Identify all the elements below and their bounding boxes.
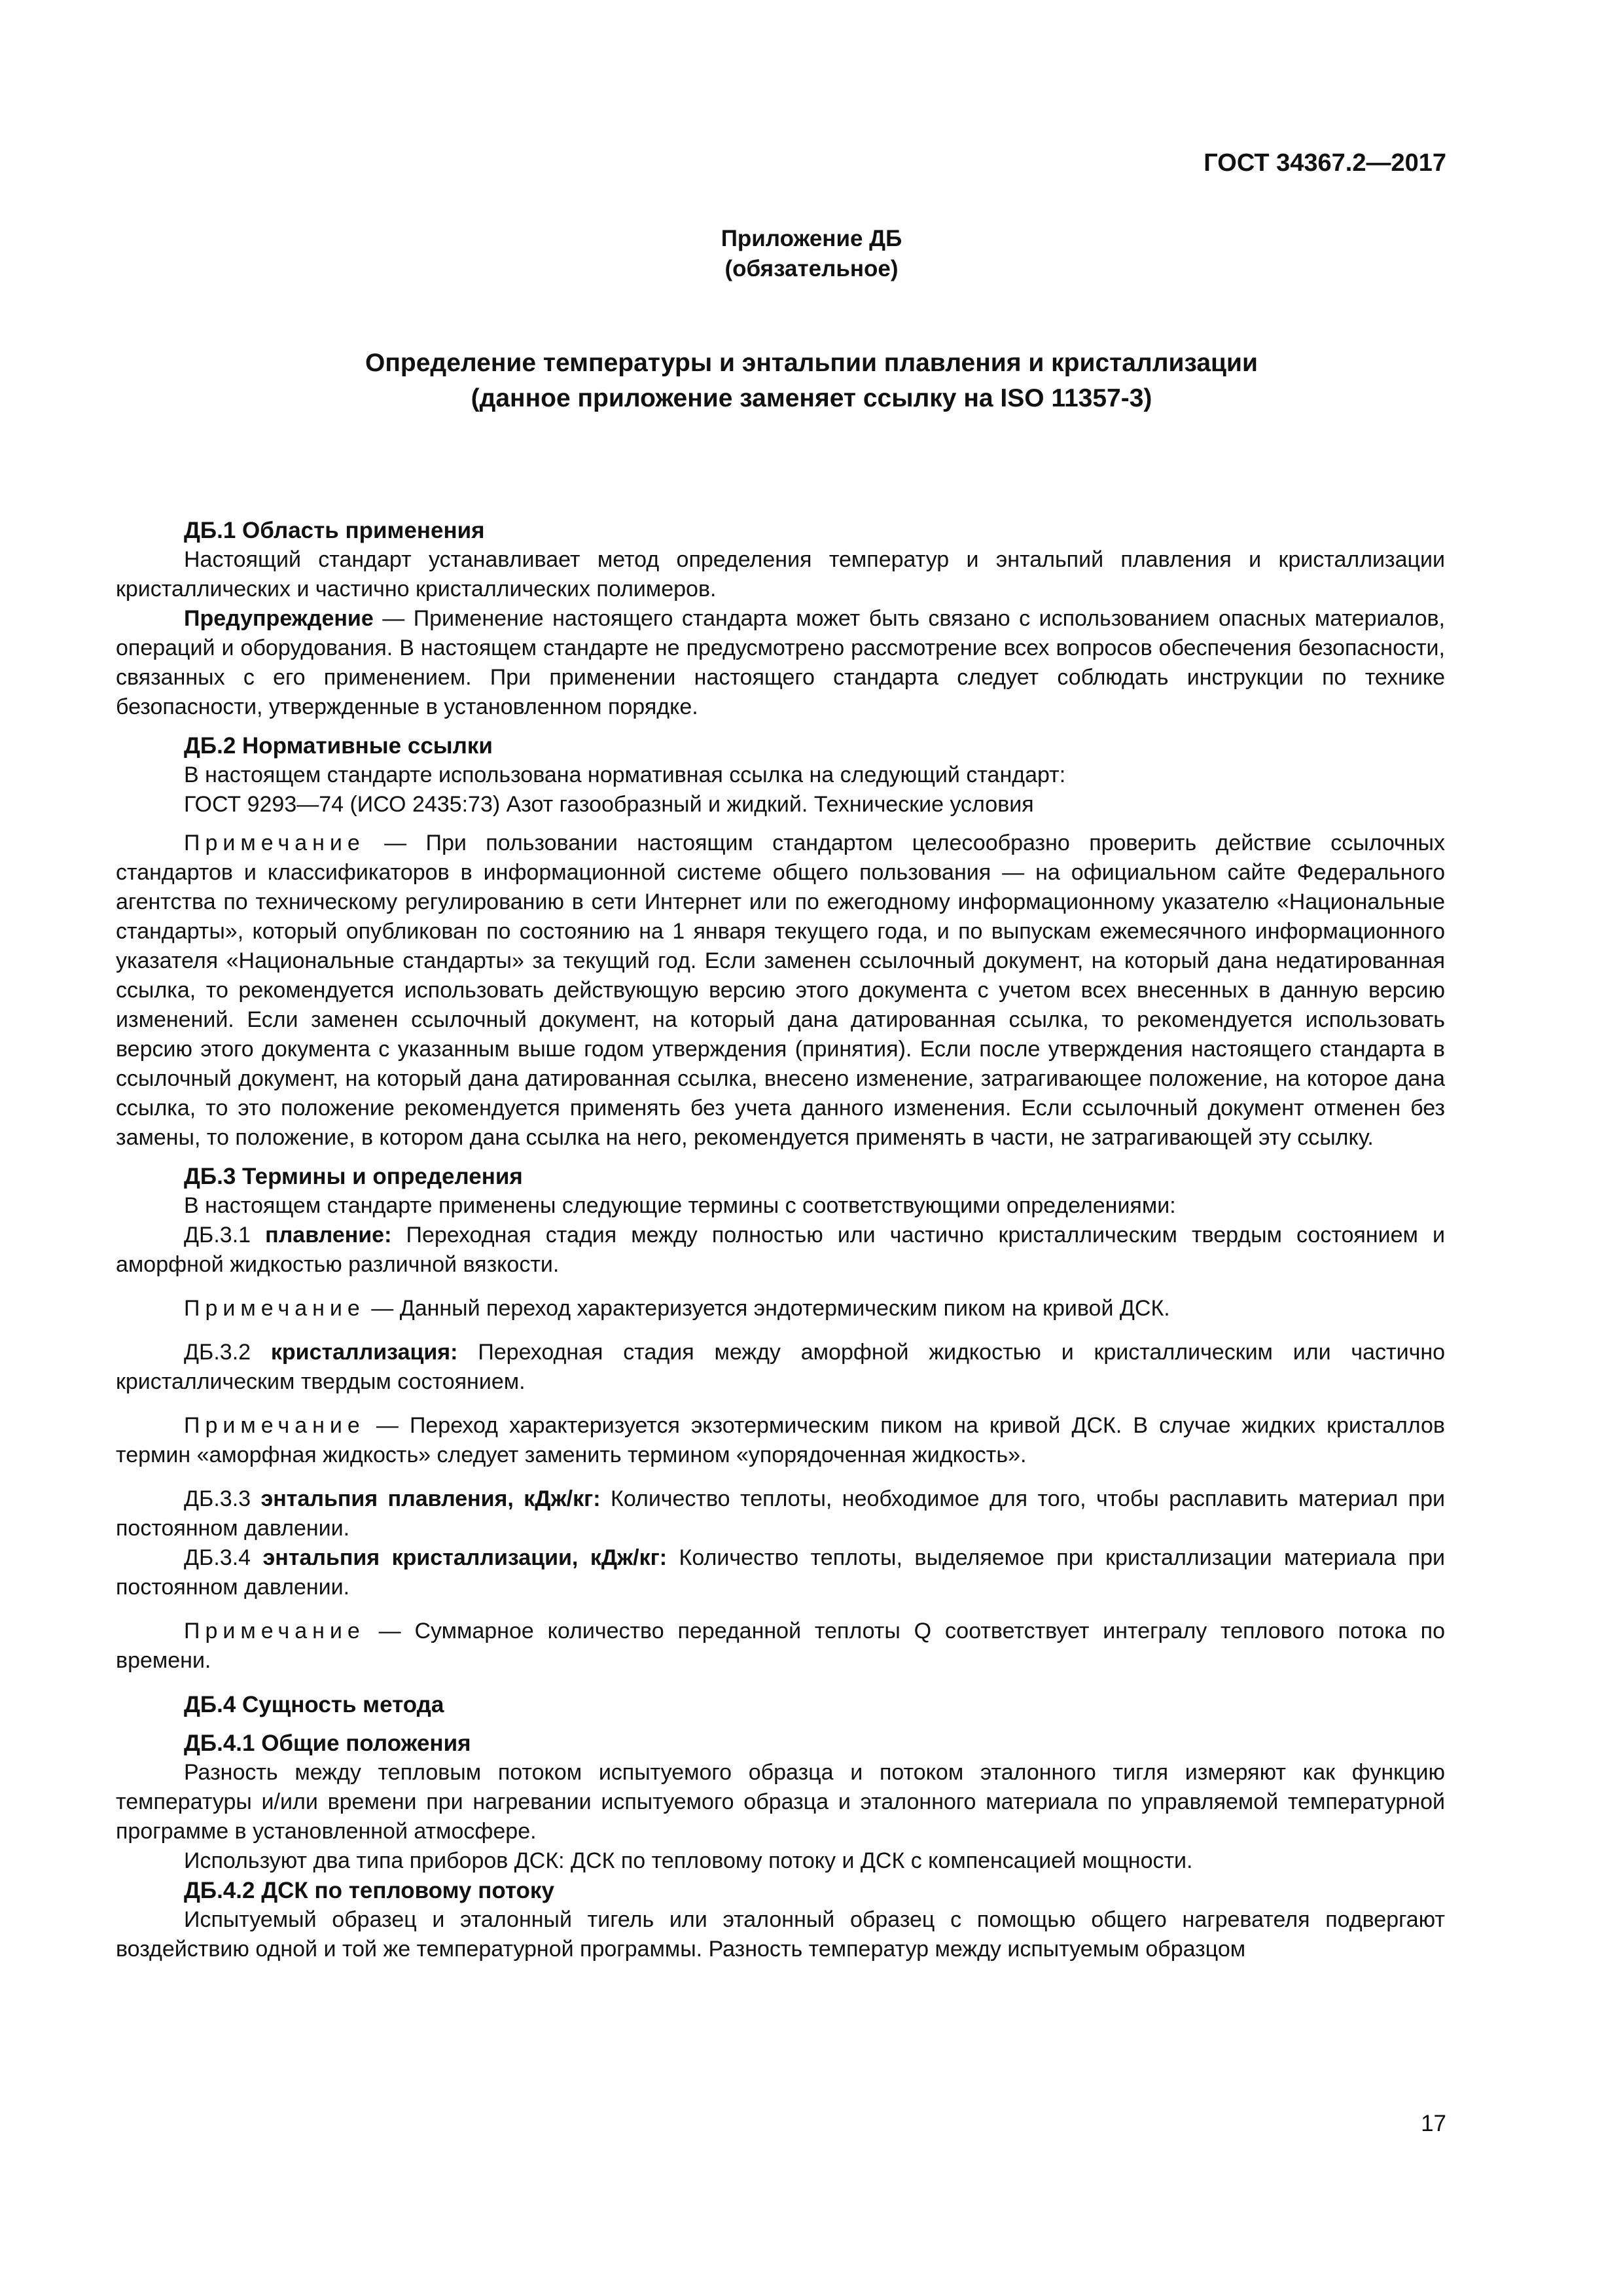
note-label: Примечание <box>184 1619 365 1643</box>
document-body <box>116 516 1445 1964</box>
appendix-title-line-2: (данное приложение заменяет ссылку на ISO 11357-3) <box>471 384 1152 412</box>
note-text: — Переход характеризуется экзотермическим пиком на кривой ДСК. В случае жидких кристаллов термин «аморфная жидкость» следует заменить термином «упорядоченная жидкость». <box>116 1413 1445 1467</box>
page-number: 17 <box>1421 2111 1446 2136</box>
section-heading-2: ДБ.2 Нормативные ссылки <box>184 733 493 759</box>
paragraph: В настоящем стандарте использована нормативная ссылка на следующий стандарт: <box>184 762 1066 787</box>
paragraph: В настоящем стандарте применены следующие термины с соответствующими определениями: <box>184 1193 1176 1218</box>
paragraph: Используют два типа приборов ДСК: ДСК по тепловому потоку и ДСК с компенсацией мощности. <box>184 1848 1193 1873</box>
subsection-heading-4-2: ДБ.4.2 ДСК по тепловому потоку <box>184 1878 554 1903</box>
appendix-status: (обязательное) <box>724 256 899 281</box>
paragraph: Испытуемый образец и эталонный тигель или эталонный образец с помощью общего нагревателя подвергают воздействию одной и той же температурной программы. Разность температур между испытуемым образцом <box>116 1907 1445 1962</box>
paragraph: Настоящий стандарт устанавливает метод определения температур и энтальпий плавления и кристаллизации кристаллических и частично кристаллических полимеров. <box>116 547 1445 601</box>
subsection-heading-4-1: ДБ.4.1 Общие положения <box>184 1731 471 1756</box>
term-number: ДБ.3.1 <box>184 1223 266 1247</box>
term-number: ДБ.3.3 <box>184 1486 261 1511</box>
appendix-title <box>0 346 1623 416</box>
term-definition <box>116 1543 1445 1602</box>
note-label: Примечание <box>184 831 365 855</box>
section-heading-3: ДБ.3 Термины и определения <box>184 1164 523 1189</box>
term-text: Переходная стадия между полностью или частично кристаллическим твердым состоянием и аморфной жидкостью различной вязкости. <box>116 1223 1446 1277</box>
section-heading-1: ДБ.1 Область применения <box>184 518 485 543</box>
note-text: — При пользовании настоящим стандартом целесообразно проверить действие ссылочных стандартов и классификаторов в информационной системе общего пользования — на официальном сайте Федерального агентства по техническому регулированию в сети Интернет или по ежегодному информационному указателю «Национальные стандарты», который опубликован по состоянию на 1 января текущего года, и по выпускам ежемесячного информационного указателя «Национальные стандарты» за текущий год. Если заменен ссылочный документ, на который дана недатированная ссылка, то рекомендуется использовать действующую версию этого документа с учетом всех внесенных в данную версию изменений. Если заменен ссылочный документ, на который дана датированная ссылка, то рекомендуется использовать версию этого документа с указанным выше годом утверждения (принятия). Если после утверждения настоящего стандарта в ссылочный документ, на который дана датированная ссылка, внесено изменение, затрагивающее положение, на которое дана ссылка, то это положение рекомендуется применять без учета данного изменения. Если ссылочный документ отменен без замены, то положение, в котором дана ссылка на него, рекомендуется применять в части, не затрагивающей эту ссылку. <box>116 831 1445 1150</box>
warning-paragraph <box>116 604 1445 722</box>
document-number: ГОСТ 34367.2—2017 <box>1204 149 1446 177</box>
term-text: Количество теплоты, выделяемое при кристаллизации материала при постоянном давлении. <box>116 1545 1445 1600</box>
term-text: Переходная стадия между аморфной жидкостью и кристаллическим или частично кристаллическим твердым состоянием. <box>116 1340 1446 1394</box>
appendix-header <box>0 224 1623 284</box>
section-heading-4: ДБ.4 Сущность метода <box>184 1692 444 1717</box>
note-text: — Данный переход характеризуется эндотермическим пиком на кривой ДСК. <box>365 1296 1170 1321</box>
note-label: Примечание <box>184 1413 365 1438</box>
term-name: энтальпия кристаллизации, кДж/кг: <box>262 1545 668 1570</box>
term-name: кристаллизация: <box>270 1340 458 1365</box>
reference-item: ГОСТ 9293—74 (ИСО 2435:73) Азот газообразный и жидкий. Технические условия <box>184 792 1034 817</box>
term-name: плавление: <box>265 1223 392 1247</box>
warning-text: — Применение настоящего стандарта может быть связано с использованием опасных материалов, операций и оборудования. В настоящем стандарте не предусмотрено рассмотрение всех вопросов обеспечения безопасности, связанных с его применением. При применении настоящего стандарта следует соблюдать инструкции по технике безопасности, утвержденные в установленном порядке. <box>116 606 1445 719</box>
note-paragraph <box>116 1617 1445 1676</box>
note-label: Примечание <box>184 1296 365 1321</box>
term-number: ДБ.3.4 <box>184 1545 263 1570</box>
note-paragraph <box>116 829 1445 1153</box>
warning-label: Предупреждение <box>184 606 374 631</box>
term-definition <box>116 1338 1445 1397</box>
term-name: энтальпия плавления, кДж/кг: <box>260 1486 601 1511</box>
appendix-title-line-1: Определение температуры и энтальпии плавления и кристаллизации <box>365 349 1258 377</box>
term-definition <box>116 1221 1445 1280</box>
term-definition <box>116 1484 1445 1543</box>
note-paragraph <box>116 1294 1445 1323</box>
note-text: — Суммарное количество переданной теплоты Q соответствует интегралу теплового потока по времени. <box>116 1619 1445 1673</box>
paragraph: Разность между тепловым потоком испытуемого образца и потоком эталонного тигля измеряют как функцию температуры и/или времени при нагревании испытуемого образца и эталонного материала по управляемой температурной программе в установленной атмосфере. <box>116 1760 1445 1844</box>
appendix-label: Приложение ДБ <box>721 226 902 251</box>
term-text: Количество теплоты, необходимое для того, чтобы расплавить материал при постоянном давлении. <box>116 1486 1445 1541</box>
note-paragraph <box>116 1411 1445 1470</box>
term-number: ДБ.3.2 <box>184 1340 271 1365</box>
